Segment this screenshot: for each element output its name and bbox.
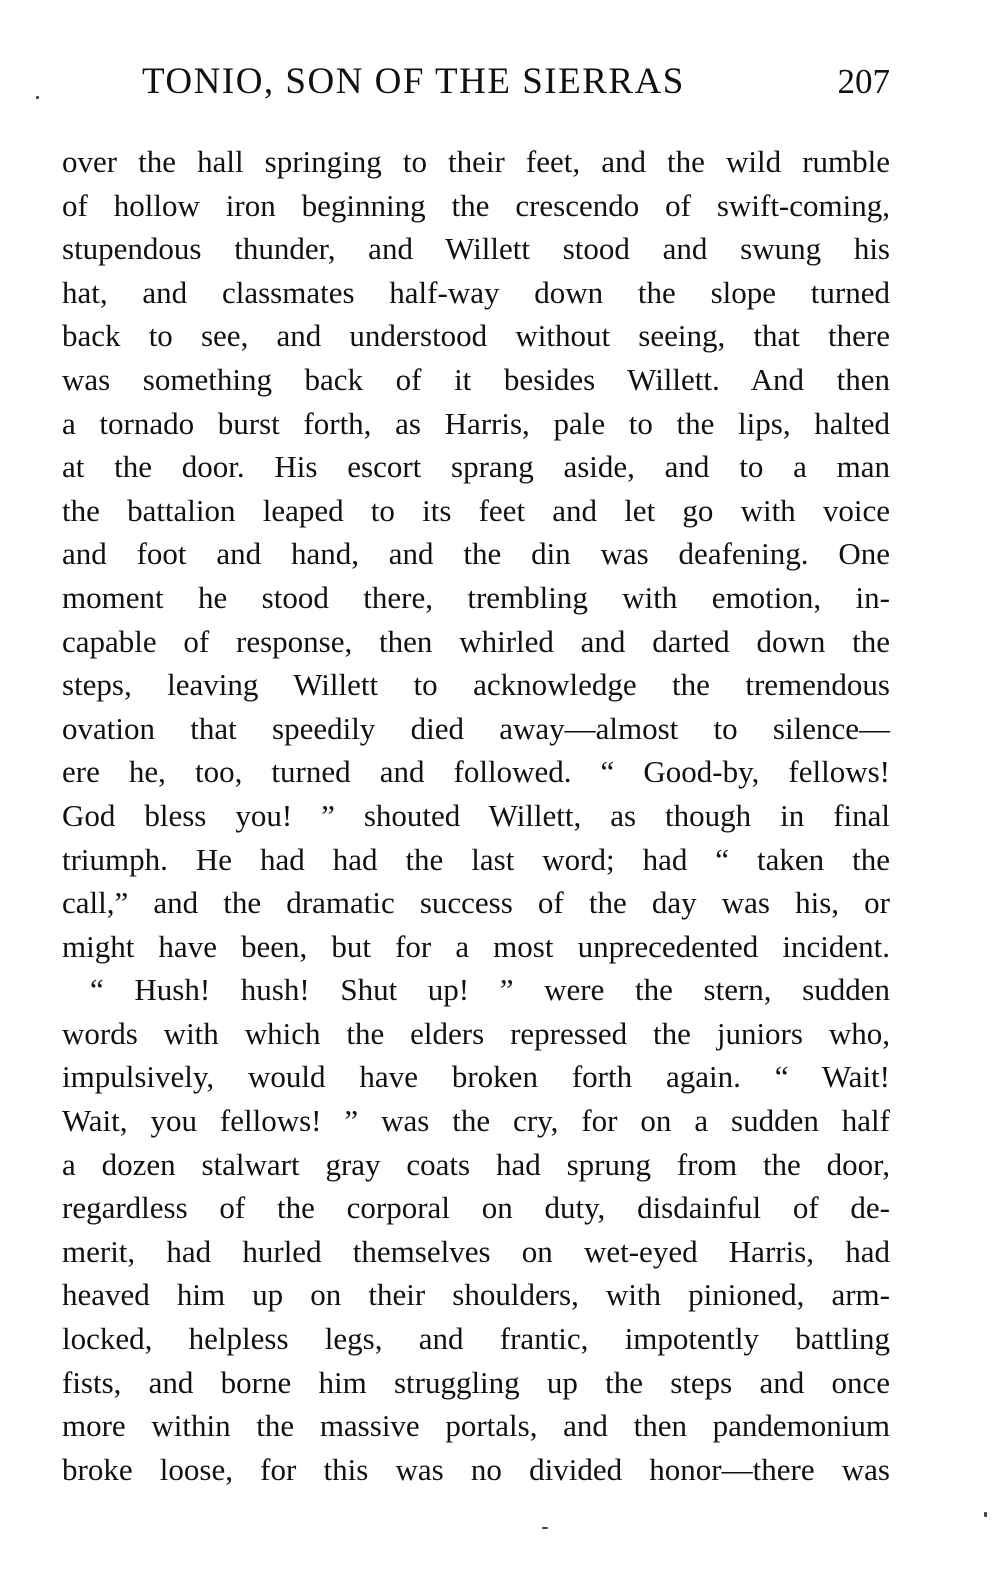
text-line: back to see, and understood without seeing, that there [62, 318, 890, 354]
page-header [130, 52, 890, 112]
text-line: ere he, too, turned and followed. “ Good-by, fellows! [62, 754, 890, 790]
text-line: merit, had hurled themselves on wet-eyed Harris, had [62, 1233, 890, 1269]
text-line: call,” and the dramatic success of the day was his, or [62, 885, 890, 921]
text-line: regardless of the corporal on duty, disdainful of de- [62, 1190, 890, 1226]
text-line: was something back of it besides Willett. And then [62, 361, 890, 397]
text-line: at the door. His escort sprang aside, and to a man [62, 449, 890, 485]
text-line: “ Hush! hush! Shut up! ” were the stern, sudden [90, 972, 890, 1008]
text-line: of hollow iron beginning the crescendo of swift-coming, [62, 187, 890, 223]
text-line: words with which the elders repressed the juniors who, [62, 1015, 890, 1051]
scan-speck [542, 1527, 548, 1529]
text-line: impulsively, would have broken forth again. “ Wait! [62, 1059, 890, 1095]
scan-speck [36, 96, 39, 99]
text-line: a tornado burst forth, as Harris, pale to the lips, halted [62, 405, 890, 441]
text-line: capable of response, then whirled and darted down the [62, 623, 890, 659]
text-line: Wait, you fellows! ” was the cry, for on a sudden half [62, 1103, 890, 1139]
text-line: heaved him up on their shoulders, with pinioned, arm- [62, 1277, 890, 1313]
body-text [62, 140, 890, 1491]
text-line: might have been, but for a most unprecedented incident. [62, 928, 890, 964]
text-line: a dozen stalwart gray coats had sprung from the door, [62, 1146, 890, 1182]
text-line: hat, and classmates half-way down the slope turned [62, 274, 890, 310]
text-line: locked, helpless legs, and frantic, impotently battling [62, 1321, 890, 1357]
text-line: and foot and hand, and the din was deafening. One [62, 536, 890, 572]
text-line: the battalion leaped to its feet and let go with voice [62, 492, 890, 528]
text-line: stupendous thunder, and Willett stood and swung his [62, 231, 890, 267]
scan-speck [984, 1512, 987, 1517]
text-line: God bless you! ” shouted Willett, as though in final [62, 797, 890, 833]
page-number: 207 [837, 62, 890, 101]
text-line: triumph. He had had the last word; had “ taken the [62, 841, 890, 877]
text-line: ovation that speedily died away—almost to silence— [62, 710, 890, 746]
text-line: moment he stood there, trembling with emotion, in- [62, 579, 890, 615]
text-line: broke loose, for this was no divided honor—there was [62, 1451, 890, 1487]
text-line: steps, leaving Willett to acknowledge the tremendous [62, 667, 890, 703]
text-line: over the hall springing to their feet, and the wild rumble [62, 144, 890, 179]
running-title: TONIO, SON OF THE SIERRAS [142, 61, 685, 102]
text-line: more within the massive portals, and then pandemonium [62, 1408, 890, 1444]
text-line: fists, and borne him struggling up the steps and once [62, 1364, 890, 1400]
